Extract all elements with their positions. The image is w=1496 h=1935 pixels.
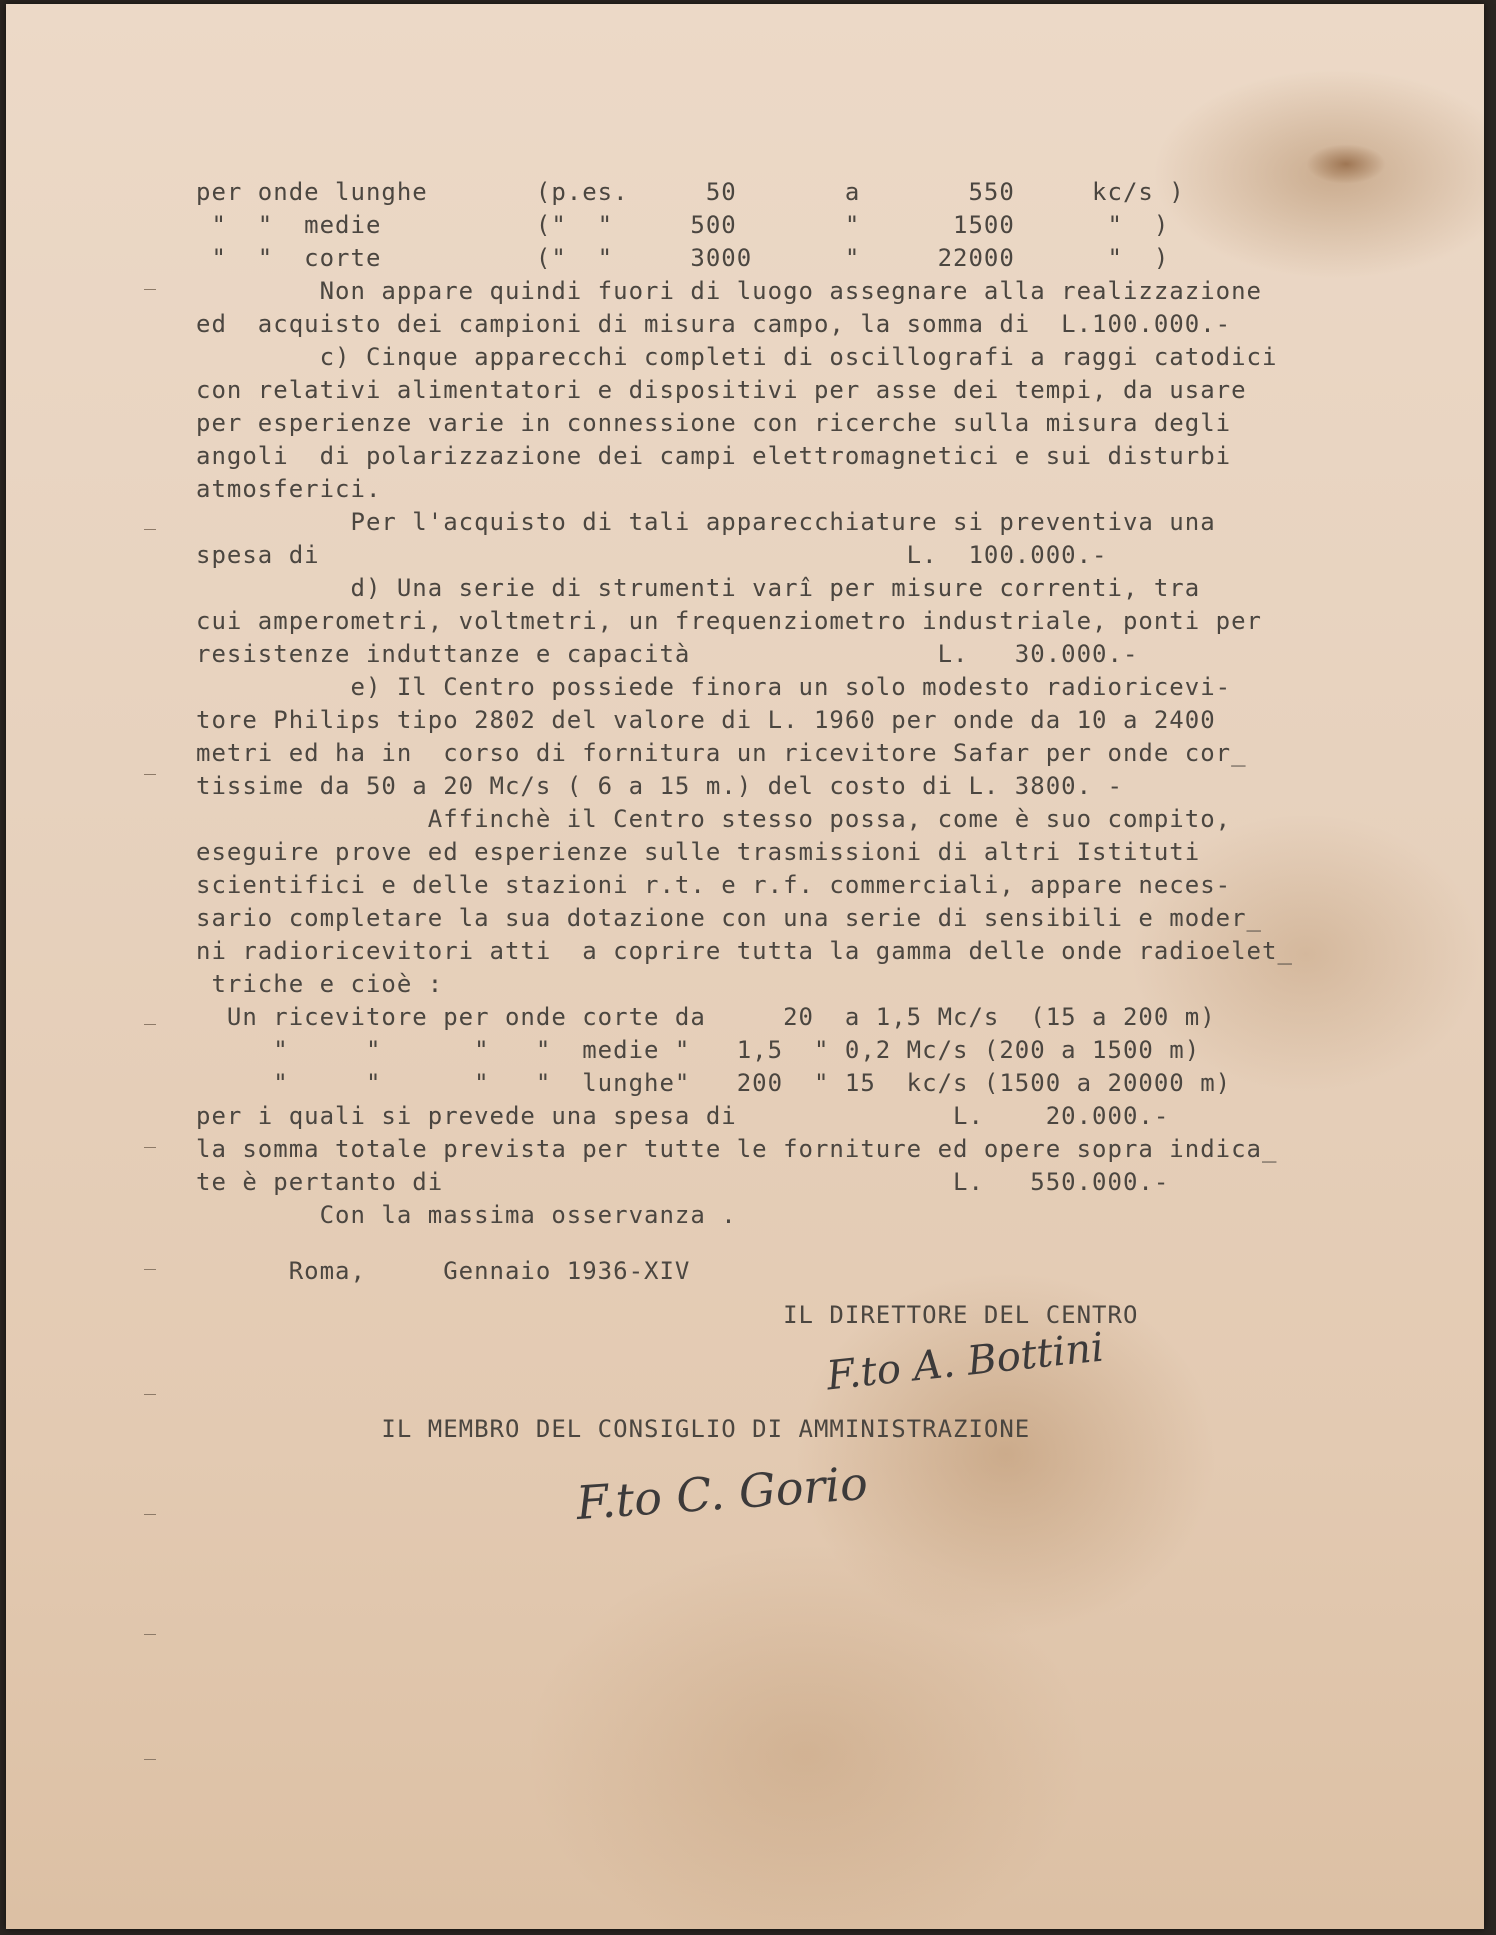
- margin-tick: [144, 1634, 156, 1635]
- text-line: Non appare quindi fuori di luogo assegnare alla realizzazione: [196, 277, 1262, 305]
- item-e-heading: e) Il Centro possiede finora un solo modesto radioricevi-: [196, 673, 1232, 701]
- item-d-heading: d) Una serie di strumenti varî per misure correnti, tra: [196, 574, 1201, 602]
- margin-tick: [144, 1024, 156, 1025]
- text-line: per esperienze varie in connessione con ricerche sulla misura degli: [196, 409, 1232, 437]
- item-c-heading: c) Cinque apparecchi completi di oscillografi a raggi catodici: [196, 343, 1278, 371]
- margin-tick: [144, 1394, 156, 1395]
- margin-tick: [144, 774, 156, 775]
- text-line: Affinchè il Centro stesso possa, come è suo compito,: [196, 805, 1232, 833]
- text-line: cui amperometri, voltmetri, un frequenziometro industriale, ponti per: [196, 607, 1262, 635]
- text-line: con relativi alimentatori e dispositivi per asse dei tempi, da usare: [196, 376, 1247, 404]
- receiver-row-long: " " " " lunghe" 200 " 15 kc/s (1500 a 20000 m): [196, 1069, 1232, 1097]
- margin-tick: [144, 1269, 156, 1270]
- text-line: sario completare la sua dotazione con una serie di sensibili e moder_: [196, 904, 1262, 932]
- cost-line-oscillographs: spesa di L. 100.000.-: [196, 541, 1108, 569]
- place-date: Roma, Gennaio 1936-XIV: [196, 1257, 691, 1285]
- margin-tick: [144, 529, 156, 530]
- cost-line-receivers: per i quali si prevede una spesa di L. 20.000.-: [196, 1102, 1170, 1130]
- text-line: tissime da 50 a 20 Mc/s ( 6 a 15 m.) del costo di L. 3800. -: [196, 772, 1123, 800]
- document-page: [6, 4, 1484, 1929]
- text-line: angoli di polarizzazione dei campi elettromagnetici e sui disturbi: [196, 442, 1232, 470]
- margin-tick: [144, 1514, 156, 1515]
- text-line: scientifici e delle stazioni r.t. e r.f. commerciali, appare neces-: [196, 871, 1232, 899]
- text-line: atmosferici.: [196, 475, 382, 503]
- text-line: tore Philips tipo 2802 del valore di L. 1960 per onde da 10 a 2400: [196, 706, 1216, 734]
- director-signature: F.to A. Bottini: [824, 1324, 1107, 1400]
- text-line: ni radioricevitori atti a coprire tutta la gamma delle onde radioelet_: [196, 937, 1293, 965]
- margin-tick: [144, 289, 156, 290]
- frequency-row-short: " " corte (" " 3000 " 22000 " ): [196, 244, 1170, 272]
- board-member-signature: F.to C. Gorio: [574, 1455, 870, 1531]
- director-title: IL DIRETTORE DEL CENTRO: [196, 1301, 1139, 1329]
- water-stain: [1306, 144, 1386, 184]
- text-line: eseguire prove ed esperienze sulle trasmissioni di altri Istituti: [196, 838, 1201, 866]
- cost-line-total: te è pertanto di L. 550.000.-: [196, 1168, 1170, 1196]
- text-line: metri ed ha in corso di fornitura un ricevitore Safar per onde cor_: [196, 739, 1247, 767]
- margin-tick: [144, 1147, 156, 1148]
- cost-line-field-samples: ed acquisto dei campioni di misura campo, la somma di L.100.000.-: [196, 310, 1232, 338]
- closing-salutation: Con la massima osservanza .: [196, 1201, 737, 1229]
- text-line: Per l'acquisto di tali apparecchiature si preventiva una: [196, 508, 1216, 536]
- text-line: triche e cioè :: [196, 970, 444, 998]
- margin-tick: [144, 1759, 156, 1760]
- board-member-title: IL MEMBRO DEL CONSIGLIO DI AMMINISTRAZIONE: [196, 1415, 1031, 1443]
- frequency-row-long: per onde lunghe (p.es. 50 a 550 kc/s ): [196, 178, 1185, 206]
- cost-line-instruments: resistenze induttanze e capacità L. 30.000.-: [196, 640, 1139, 668]
- receiver-row-short: Un ricevitore per onde corte da 20 a 1,5 Mc/s (15 a 200 m): [196, 1003, 1216, 1031]
- receiver-row-medium: " " " " medie " 1,5 " 0,2 Mc/s (200 a 1500 m): [196, 1036, 1201, 1064]
- text-line: la somma totale prevista per tutte le forniture ed opere sopra indica_: [196, 1135, 1278, 1163]
- frequency-row-medium: " " medie (" " 500 " 1500 " ): [196, 211, 1170, 239]
